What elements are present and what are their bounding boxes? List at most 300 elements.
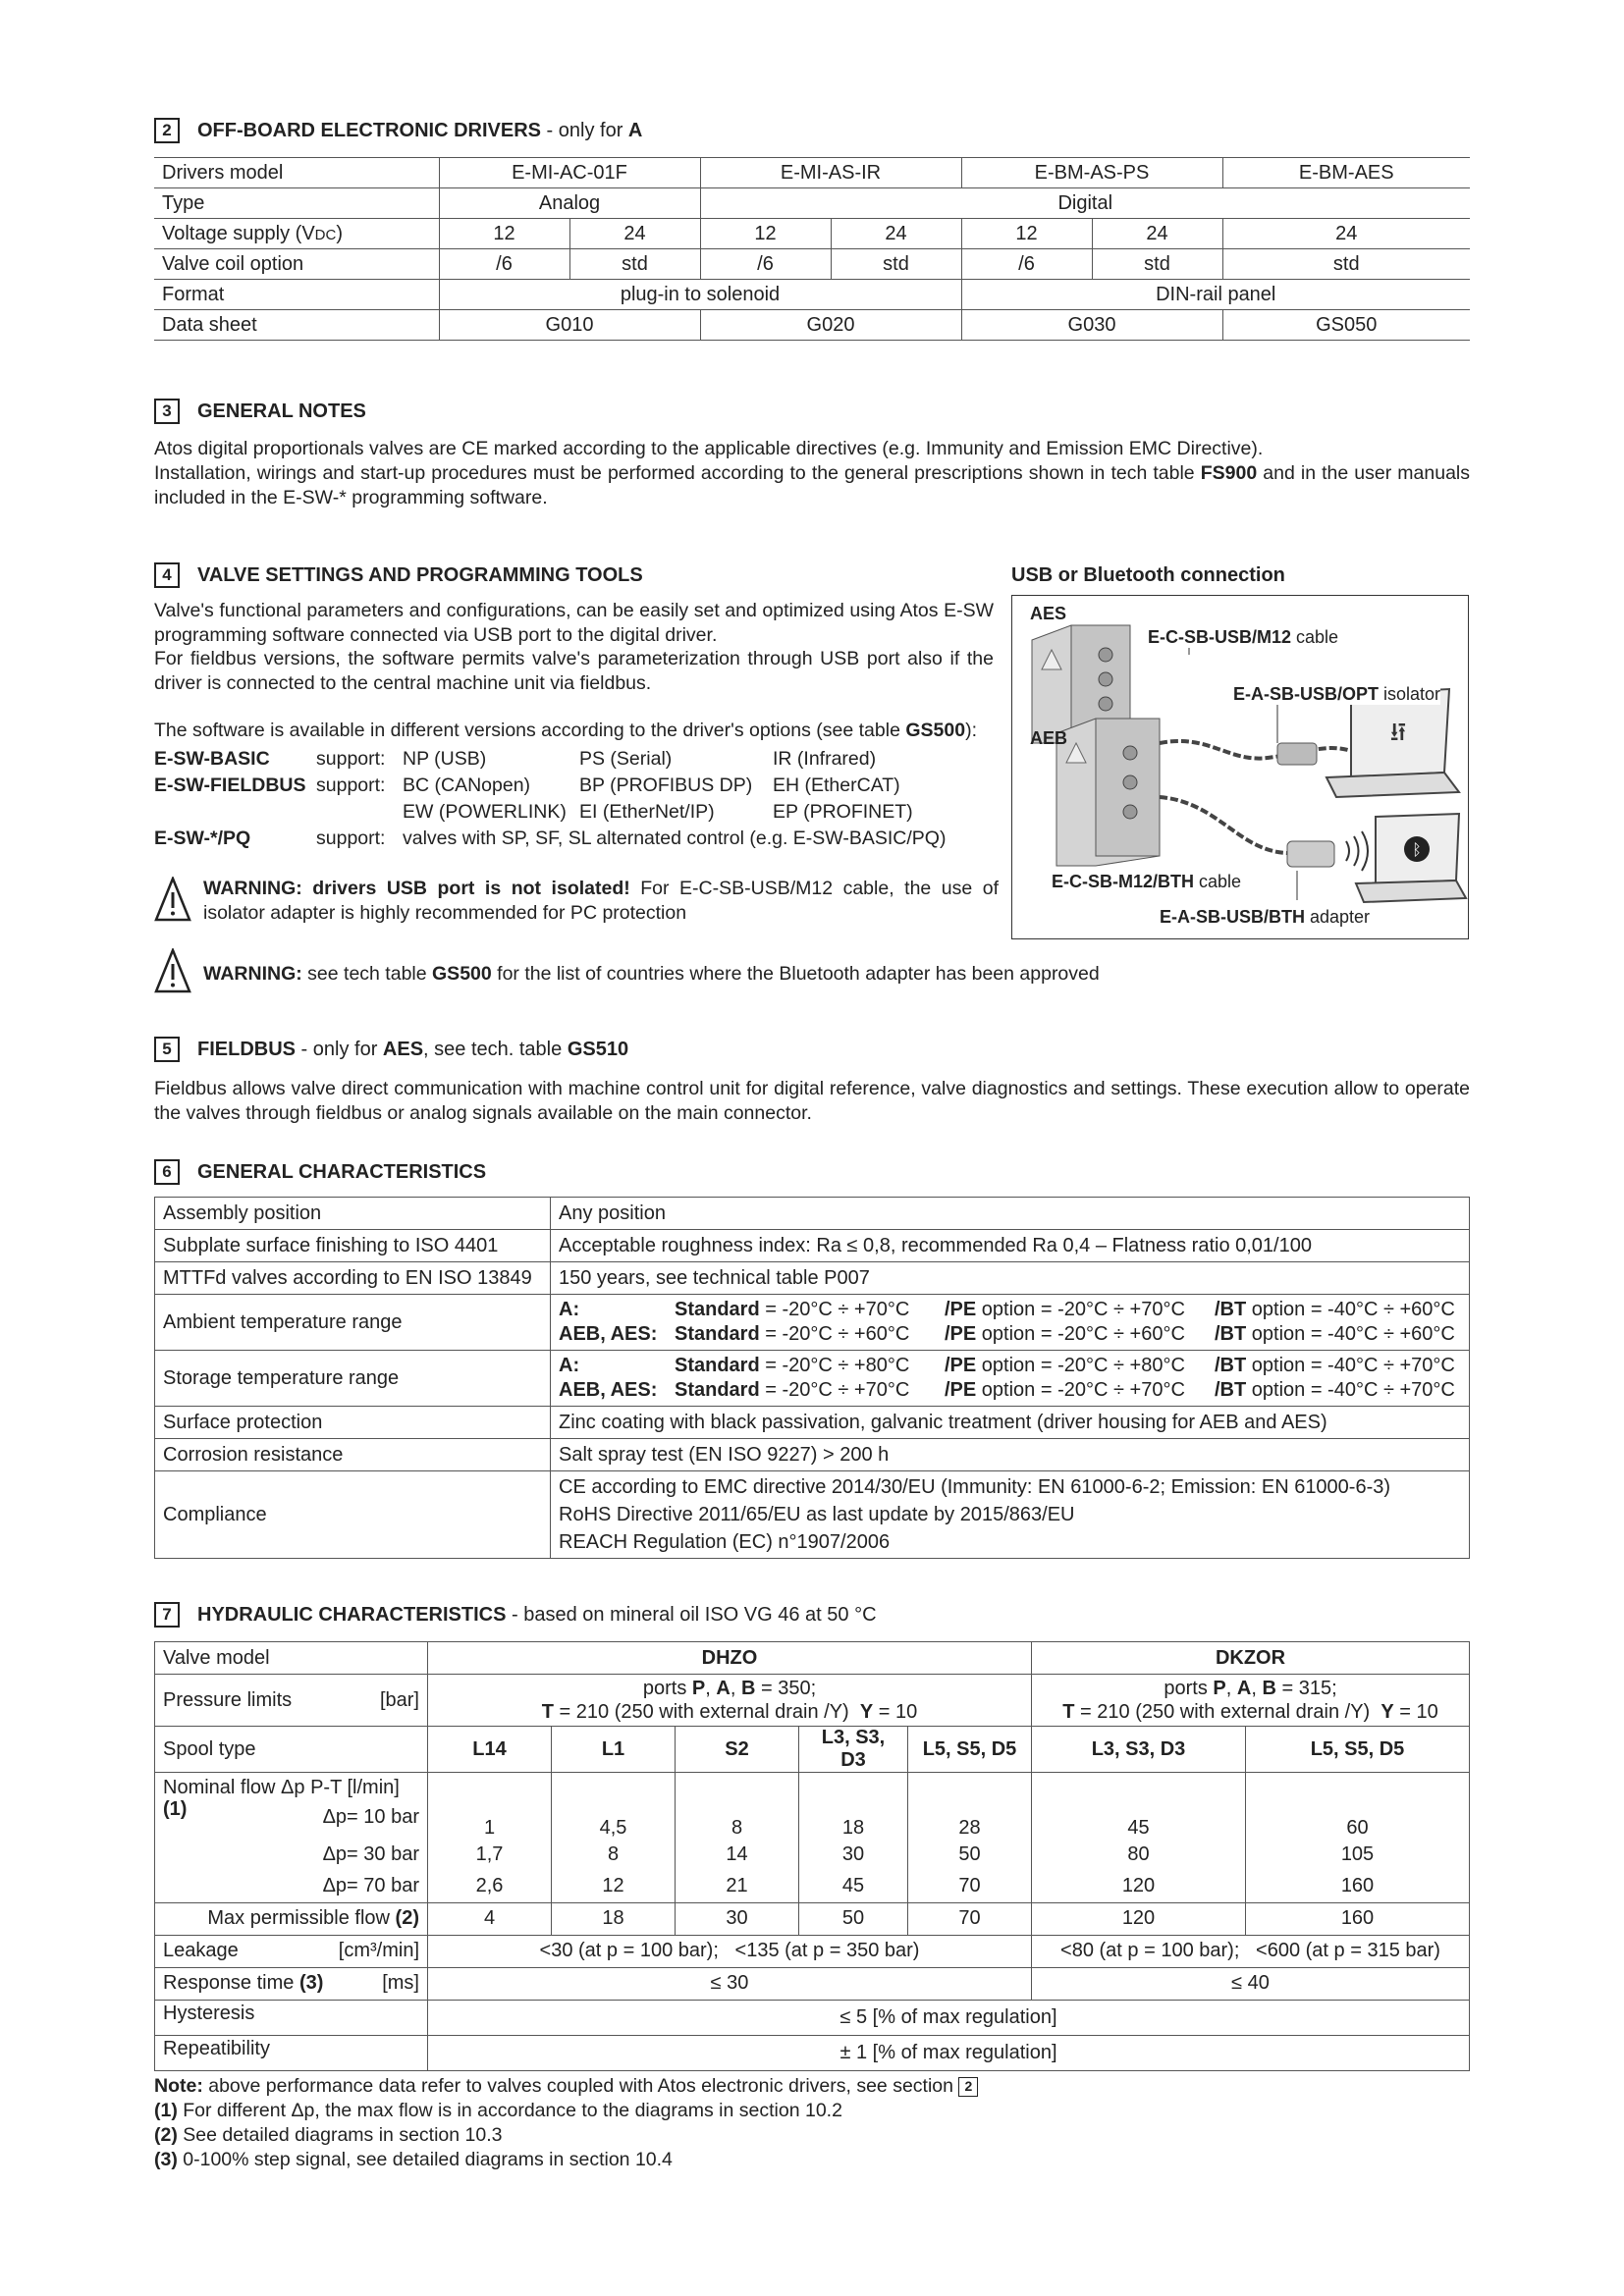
temp-row bbox=[559, 1354, 1461, 1378]
pressure-line bbox=[428, 1700, 1031, 1724]
software-name bbox=[154, 799, 316, 826]
coil-cell: /6 bbox=[961, 249, 1092, 280]
voltage-cell: 24 bbox=[569, 219, 700, 249]
text-bold: A bbox=[716, 1678, 731, 1699]
label-bold: E-C-SB-M12/BTH bbox=[1052, 872, 1195, 891]
text-bold: T bbox=[1062, 1701, 1075, 1723]
note-line bbox=[154, 2148, 978, 2172]
spool-cell: L5, S5, D5 bbox=[1246, 1727, 1470, 1773]
label-bold: E-A-SB-USB/BTH bbox=[1160, 907, 1305, 927]
row-label: Spool type bbox=[155, 1727, 428, 1773]
voltage-cell: 12 bbox=[700, 219, 831, 249]
protocol: BC (CANopen) bbox=[403, 774, 531, 796]
section-number: 4 bbox=[154, 562, 180, 588]
hysteresis-value: ≤ 5 [% of max regulation] bbox=[428, 2000, 1470, 2035]
driver-model: E-MI-AS-IR bbox=[700, 158, 961, 188]
warning-body: see tech table bbox=[301, 963, 433, 985]
maxflow-cell: 120 bbox=[1032, 1902, 1246, 1935]
section-2-header bbox=[154, 118, 642, 143]
text-part: For different Δp, the max flow is in accordance to the diagrams in section 10.2 bbox=[177, 2100, 842, 2121]
protocol: EH (EtherCAT) bbox=[773, 774, 900, 796]
coil-cell: std bbox=[1092, 249, 1222, 280]
flow-cell: 30 bbox=[799, 1840, 908, 1871]
svg-text:ᛒ: ᛒ bbox=[1412, 840, 1422, 859]
pressure-line bbox=[1032, 1700, 1469, 1724]
software-name: E-SW-BASIC bbox=[154, 748, 270, 770]
flow-cell: 1,7 bbox=[428, 1840, 552, 1871]
leakage-dhzo: <30 (at p = 100 bar); <135 (at p = 350 bar) bbox=[428, 1935, 1032, 1967]
laptop-1-drawing bbox=[1326, 689, 1459, 797]
note-line bbox=[154, 2099, 978, 2123]
flow-cell: 120 bbox=[1032, 1871, 1246, 1903]
general-notes-line2 bbox=[154, 461, 1470, 510]
software-support bbox=[316, 799, 403, 826]
table-row bbox=[155, 2000, 1470, 2035]
text-part: option = -20°C ÷ +70°C bbox=[976, 1299, 1185, 1320]
warning-bold: WARNING: bbox=[203, 963, 302, 985]
table-row bbox=[155, 1262, 1470, 1295]
warning-icon bbox=[154, 948, 191, 993]
row-label: Surface protection bbox=[155, 1407, 551, 1439]
table-row bbox=[154, 249, 1470, 280]
table-row bbox=[155, 1902, 1470, 1935]
row-label: Type bbox=[154, 188, 439, 219]
flow-cell: 50 bbox=[908, 1840, 1032, 1871]
driver-model: E-BM-AES bbox=[1222, 158, 1470, 188]
pressure-line bbox=[1032, 1677, 1469, 1700]
temp-bt bbox=[1215, 1322, 1461, 1347]
text-bold: A bbox=[1236, 1678, 1252, 1699]
hydraulic-table bbox=[154, 1641, 1470, 2071]
aeb-label: AEB bbox=[1030, 728, 1068, 748]
flow-cell: 4,5 bbox=[552, 1773, 676, 1840]
table-row bbox=[155, 1840, 1470, 1871]
table-row bbox=[155, 2035, 1470, 2070]
row-value: Acceptable roughness index: Ra ≤ 0,8, recommended Ra 0,4 – Flatness ratio 0,01/100 bbox=[551, 1230, 1470, 1262]
note-line bbox=[154, 2074, 978, 2099]
text-bold: /PE bbox=[945, 1379, 977, 1401]
maxflow-cell: 50 bbox=[799, 1902, 908, 1935]
coil-cell: std bbox=[569, 249, 700, 280]
flow-cell: 2,6 bbox=[428, 1871, 552, 1903]
protocol: IR (Infrared) bbox=[773, 748, 877, 770]
isolator-label bbox=[1233, 684, 1440, 705]
text-part: = 10 bbox=[1393, 1701, 1438, 1723]
voltage-cell: 24 bbox=[831, 219, 961, 249]
text-part: option = -40°C ÷ +70°C bbox=[1246, 1355, 1455, 1376]
label-note: (3) bbox=[298, 1972, 324, 1994]
label-note: (1) bbox=[163, 1798, 188, 1820]
section-number: 3 bbox=[154, 399, 180, 424]
label-text: cable bbox=[1291, 627, 1339, 647]
text-part: option = -20°C ÷ +80°C bbox=[976, 1355, 1185, 1376]
datasheet-cell: GS050 bbox=[1222, 310, 1470, 341]
flow-cell: 8 bbox=[552, 1840, 676, 1871]
row-label: Storage temperature range bbox=[155, 1351, 551, 1407]
text-part: = -20°C ÷ +70°C bbox=[759, 1299, 910, 1320]
text-part: = 350; bbox=[755, 1678, 817, 1699]
temp-standard bbox=[675, 1298, 945, 1322]
label-bold: E-C-SB-USB/M12 bbox=[1148, 627, 1292, 647]
text-part: 0-100% step signal, see detailed diagrams in section 10.4 bbox=[177, 2149, 673, 2170]
repeatibility-value: ± 1 [% of max regulation] bbox=[428, 2035, 1470, 2070]
label-note: (2) bbox=[395, 1907, 419, 1929]
text-part: ports bbox=[1164, 1678, 1214, 1699]
row-label: Valve model bbox=[155, 1642, 428, 1675]
text-part: Installation, wirings and start-up procedures must be performed according to the general prescriptions shown in tech table bbox=[154, 462, 1201, 484]
note-line bbox=[154, 2123, 978, 2148]
software-name: E-SW-FIELDBUS bbox=[154, 774, 306, 796]
text-part: ports bbox=[642, 1678, 692, 1699]
cable1-label bbox=[1148, 627, 1338, 648]
voltage-cell: 24 bbox=[1092, 219, 1222, 249]
text-bold: P bbox=[1213, 1678, 1226, 1699]
row-label bbox=[155, 1773, 428, 1840]
maxflow-cell: 30 bbox=[676, 1902, 799, 1935]
software-list bbox=[154, 746, 946, 852]
text-part: = 10 bbox=[873, 1701, 918, 1723]
protocol: NP (USB) bbox=[403, 748, 487, 770]
usb-cable-line bbox=[1160, 741, 1351, 759]
response-dkzor: ≤ 40 bbox=[1032, 1967, 1470, 2000]
maxflow-cell: 18 bbox=[552, 1902, 676, 1935]
label-text: Nominal flow Δp P-T [l/min] bbox=[163, 1777, 400, 1798]
label-text: cable bbox=[1194, 872, 1242, 891]
label-text: Max permissible flow bbox=[207, 1907, 396, 1929]
label-text: Pressure limits bbox=[163, 1688, 293, 1711]
temp-key: AEB, AES: bbox=[559, 1323, 658, 1345]
valve-model-dkzor: DKZOR bbox=[1032, 1642, 1470, 1675]
general-characteristics-table bbox=[154, 1197, 1470, 1559]
flow-cell: 18 bbox=[799, 1773, 908, 1840]
table-row bbox=[155, 1407, 1470, 1439]
adapter-label bbox=[1160, 907, 1370, 928]
section-3-header bbox=[154, 399, 366, 424]
text-bold: T bbox=[541, 1701, 554, 1723]
temp-standard bbox=[675, 1354, 945, 1378]
maxflow-cell: 160 bbox=[1246, 1902, 1470, 1935]
row-label: Data sheet bbox=[154, 310, 439, 341]
table-row bbox=[155, 1642, 1470, 1675]
diagram-title: USB or Bluetooth connection bbox=[1011, 564, 1285, 586]
table-row bbox=[155, 1727, 1470, 1773]
general-notes-line1: Atos digital proportionals valves are CE marked according to the applicable directives (e.g. Immunity and Emission EMC Directive). bbox=[154, 438, 1264, 459]
row-label: Subplate surface finishing to ISO 4401 bbox=[155, 1230, 551, 1262]
label-bold: E-A-SB-USB/OPT bbox=[1233, 684, 1379, 704]
flow-cell: 12 bbox=[552, 1871, 676, 1903]
section-6-header bbox=[154, 1159, 486, 1185]
row-label: Valve coil option bbox=[154, 249, 439, 280]
settings-paragraph-3 bbox=[154, 719, 999, 743]
text-bold: /PE bbox=[945, 1323, 977, 1345]
pressure-dhzo bbox=[428, 1675, 1032, 1727]
protocol: EP (PROFINET) bbox=[773, 801, 913, 823]
flow-cell: 28 bbox=[908, 1773, 1032, 1840]
datasheet-cell: G010 bbox=[439, 310, 700, 341]
text-part: = 210 (250 with external drain /Y) bbox=[1074, 1701, 1381, 1723]
valve-model-dhzo: DHZO bbox=[428, 1642, 1032, 1675]
text-bold: /BT bbox=[1215, 1379, 1247, 1401]
text-bold: Standard bbox=[675, 1299, 760, 1320]
software-row bbox=[154, 826, 946, 852]
row-label bbox=[154, 219, 439, 249]
text-part: option = -20°C ÷ +70°C bbox=[976, 1379, 1185, 1401]
protocol: BP (PROFIBUS DP) bbox=[579, 774, 753, 796]
spool-cell: L3, S3, D3 bbox=[799, 1727, 908, 1773]
text-bold: P bbox=[691, 1678, 706, 1699]
temp-pe bbox=[945, 1298, 1215, 1322]
text-bold: /BT bbox=[1215, 1299, 1247, 1320]
text-bold: Standard bbox=[675, 1323, 760, 1345]
text-part: , bbox=[1251, 1678, 1263, 1699]
row-value bbox=[551, 1351, 1470, 1407]
table-row bbox=[154, 158, 1470, 188]
section-7-header bbox=[154, 1602, 877, 1628]
flow-cell: 45 bbox=[799, 1871, 908, 1903]
pressure-dkzor bbox=[1032, 1675, 1470, 1727]
software-desc: valves with SP, SF, SL alternated control (e.g. E-SW-BASIC/PQ) bbox=[403, 828, 947, 849]
datasheet-cell: G030 bbox=[961, 310, 1222, 341]
coil-cell: std bbox=[1222, 249, 1470, 280]
text-part: - only for bbox=[296, 1038, 383, 1060]
protocol: PS (Serial) bbox=[579, 748, 673, 770]
text-part: The software is available in different versions according to the driver's options (see table bbox=[154, 720, 906, 741]
warning-body: for the list of countries where the Bluetooth adapter has been approved bbox=[491, 963, 1100, 985]
protocol: EI (EtherNet/IP) bbox=[579, 801, 715, 823]
table-row bbox=[155, 1675, 1470, 1727]
software-support: support: bbox=[316, 774, 386, 796]
row-label bbox=[155, 1902, 428, 1935]
label-text: Response time bbox=[163, 1972, 299, 1994]
text-part: See detailed diagrams in section 10.3 bbox=[177, 2124, 503, 2146]
section-4-header bbox=[154, 562, 643, 588]
text-part: ): bbox=[965, 720, 977, 741]
row-value: Salt spray test (EN ISO 9227) > 200 h bbox=[551, 1439, 1470, 1471]
temp-key: A: bbox=[559, 1355, 580, 1376]
label-text: adapter bbox=[1305, 907, 1371, 927]
table-row bbox=[155, 1967, 1470, 2000]
section-title: VALVE SETTINGS AND PROGRAMMING TOOLS bbox=[197, 563, 643, 586]
warning-usb bbox=[154, 877, 999, 926]
drivers-table bbox=[154, 157, 1470, 341]
temp-row bbox=[559, 1378, 1461, 1403]
text-bold: (2) bbox=[154, 2124, 178, 2146]
maxflow-cell: 70 bbox=[908, 1902, 1032, 1935]
compliance-line: CE according to EMC directive 2014/30/EU (Immunity: EN 61000-6-2; Emission: EN 61000-6-3) bbox=[559, 1476, 1391, 1498]
temp-key: AEB, AES: bbox=[559, 1379, 658, 1401]
software-row bbox=[154, 773, 946, 799]
svg-text:⭿: ⭿ bbox=[1389, 719, 1407, 748]
warning-text bbox=[203, 877, 999, 926]
label-part: ) bbox=[336, 222, 343, 244]
connection-diagram bbox=[1011, 595, 1469, 939]
text-part: , bbox=[705, 1678, 717, 1699]
label-part: Voltage supply (V bbox=[162, 222, 315, 244]
flow-cell: 1 bbox=[428, 1773, 552, 1840]
cable2-label bbox=[1052, 872, 1241, 892]
compliance-line: RoHS Directive 2011/65/EU as last update by 2015/863/EU bbox=[559, 1504, 1075, 1525]
text-bold: /PE bbox=[945, 1355, 977, 1376]
table-row bbox=[155, 1773, 1470, 1840]
settings-paragraph-2: For fieldbus versions, the software permits valve's parameterization through USB port also if the driver is connected to the central machine unit via fieldbus. bbox=[154, 648, 994, 694]
row-label: MTTFd valves according to EN ISO 13849 bbox=[155, 1262, 551, 1295]
flow-cell: 8 bbox=[676, 1773, 799, 1840]
text-part: , see tech. table bbox=[423, 1038, 568, 1060]
section-title: GENERAL CHARACTERISTICS bbox=[197, 1160, 487, 1183]
section-number: 7 bbox=[154, 1602, 180, 1628]
temp-bt bbox=[1215, 1378, 1461, 1403]
section-title: GENERAL NOTES bbox=[197, 400, 366, 422]
text-part: = -20°C ÷ +60°C bbox=[759, 1323, 910, 1345]
maxflow-cell: 4 bbox=[428, 1902, 552, 1935]
warning-bold: WARNING: drivers USB port is not isolated! bbox=[203, 878, 630, 899]
text-bold: Standard bbox=[675, 1355, 760, 1376]
software-support: support: bbox=[316, 828, 386, 849]
temp-pe bbox=[945, 1322, 1215, 1347]
spool-cell: S2 bbox=[676, 1727, 799, 1773]
section-title: OFF-BOARD ELECTRONIC DRIVERS bbox=[197, 119, 541, 141]
row-value: Any position bbox=[551, 1198, 1470, 1230]
voltage-cell: 24 bbox=[1222, 219, 1470, 249]
flow-label: Δp= 70 bar bbox=[155, 1871, 428, 1903]
section-subtitle-bold: A bbox=[627, 119, 643, 141]
text-bold: AES bbox=[382, 1038, 424, 1060]
flow-cell: 105 bbox=[1246, 1840, 1470, 1871]
row-value bbox=[551, 1295, 1470, 1351]
pressure-line bbox=[428, 1677, 1031, 1700]
isolator-shape bbox=[1277, 743, 1317, 765]
row-label: Ambient temperature range bbox=[155, 1295, 551, 1351]
flow-cell: 60 bbox=[1246, 1773, 1470, 1840]
spool-cell: L3, S3, D3 bbox=[1032, 1727, 1246, 1773]
table-row bbox=[155, 1230, 1470, 1262]
leakage-dkzor: <80 (at p = 100 bar); <600 (at p = 315 bar) bbox=[1032, 1935, 1470, 1967]
flow-cell: 70 bbox=[908, 1871, 1032, 1903]
section-subtitle: - only for bbox=[541, 119, 628, 141]
software-name: E-SW-*/PQ bbox=[154, 828, 251, 849]
text-part: option = -40°C ÷ +60°C bbox=[1246, 1299, 1455, 1320]
datasheet-cell: G020 bbox=[700, 310, 961, 341]
driver-type: Digital bbox=[700, 188, 1470, 219]
coil-cell: /6 bbox=[700, 249, 831, 280]
temp-pe bbox=[945, 1354, 1215, 1378]
spool-cell: L1 bbox=[552, 1727, 676, 1773]
row-label bbox=[155, 1967, 428, 2000]
table-row bbox=[155, 1198, 1470, 1230]
text-bold: GS500 bbox=[905, 720, 966, 741]
temp-standard bbox=[675, 1378, 945, 1403]
text-part: above performance data refer to valves coupled with Atos electronic drivers, see section bbox=[202, 2075, 959, 2097]
text-part: option = -20°C ÷ +60°C bbox=[976, 1323, 1185, 1345]
label-text: isolator bbox=[1379, 684, 1441, 704]
section-number: 2 bbox=[154, 118, 180, 143]
text-bold: B bbox=[740, 1678, 756, 1699]
software-row bbox=[154, 799, 946, 826]
bt-adapter-shape bbox=[1287, 841, 1334, 867]
spool-cell: L5, S5, D5 bbox=[908, 1727, 1032, 1773]
section-subtitle: - based on mineral oil ISO VG 46 at 50 °C bbox=[506, 1603, 877, 1626]
table-row bbox=[155, 1935, 1470, 1967]
driver-model: E-MI-AC-01F bbox=[439, 158, 700, 188]
driver-type: Analog bbox=[439, 188, 700, 219]
table-row bbox=[154, 188, 1470, 219]
text-part: option = -40°C ÷ +70°C bbox=[1246, 1379, 1455, 1401]
flow-label: Δp= 30 bar bbox=[155, 1840, 428, 1871]
text-part: = 210 (250 with external drain /Y) bbox=[553, 1701, 860, 1723]
compliance-line: REACH Regulation (EC) n°1907/2006 bbox=[559, 1531, 891, 1553]
text-bold: (3) bbox=[154, 2149, 178, 2170]
label-unit: [cm³/min] bbox=[338, 1940, 419, 1961]
aes-label: AES bbox=[1030, 604, 1067, 623]
spool-cell: L14 bbox=[428, 1727, 552, 1773]
coil-cell: /6 bbox=[439, 249, 569, 280]
driver-model: E-BM-AS-PS bbox=[961, 158, 1222, 188]
flow-cell: 80 bbox=[1032, 1840, 1246, 1871]
row-label: Repeatibility bbox=[155, 2035, 428, 2070]
table-row bbox=[155, 1471, 1470, 1559]
warning-body: For E-C-SB-USB/M12 cable, the use of isolator adapter is highly recommended for PC protection bbox=[203, 878, 999, 924]
settings-paragraph-1: Valve's functional parameters and configurations, can be easily set and optimized using Atos E-SW programming software connected via USB port to the digital driver. bbox=[154, 600, 994, 646]
text-bold: Y bbox=[1380, 1701, 1394, 1723]
voltage-cell: 12 bbox=[961, 219, 1092, 249]
temp-pe bbox=[945, 1378, 1215, 1403]
table-row bbox=[154, 310, 1470, 341]
warning-icon bbox=[154, 877, 191, 922]
label-unit: [bar] bbox=[379, 1688, 419, 1711]
voltage-cell: 12 bbox=[439, 219, 569, 249]
row-value: Zinc coating with black passivation, galvanic treatment (driver housing for AEB and AES) bbox=[551, 1407, 1470, 1439]
temp-key: A: bbox=[559, 1299, 580, 1320]
row-label: Compliance bbox=[155, 1471, 551, 1559]
section-5-header bbox=[154, 1037, 628, 1062]
text-part: , bbox=[730, 1678, 741, 1699]
temp-row bbox=[559, 1322, 1461, 1347]
label-unit: [ms] bbox=[382, 1972, 419, 1994]
flow-cell: 160 bbox=[1246, 1871, 1470, 1903]
software-row bbox=[154, 746, 946, 773]
text-bold: /BT bbox=[1215, 1355, 1247, 1376]
flow-label: Δp= 10 bar bbox=[322, 1806, 419, 1828]
section-number: 6 bbox=[154, 1159, 180, 1185]
text-part: and in the user manuals included in the E-SW-* programming software. bbox=[154, 462, 1470, 508]
notes bbox=[154, 2074, 978, 2172]
aeb-driver-drawing bbox=[1056, 719, 1160, 866]
text-bold: Note: bbox=[154, 2075, 203, 2097]
text-bold: /PE bbox=[945, 1299, 977, 1320]
temp-bt bbox=[1215, 1354, 1461, 1378]
table-row bbox=[154, 219, 1470, 249]
row-value: 150 years, see technical table P007 bbox=[551, 1262, 1470, 1295]
protocol: EW (POWERLINK) bbox=[403, 801, 567, 823]
warning-bold: GS500 bbox=[432, 963, 492, 985]
text-bold: B bbox=[1262, 1678, 1276, 1699]
row-label: Assembly position bbox=[155, 1198, 551, 1230]
text-part: = 315; bbox=[1275, 1678, 1337, 1699]
table-row bbox=[155, 1871, 1470, 1903]
row-label bbox=[155, 1935, 428, 1967]
flow-cell: 21 bbox=[676, 1871, 799, 1903]
format-cell: DIN-rail panel bbox=[961, 280, 1470, 310]
text-bold: Y bbox=[859, 1701, 874, 1723]
text-bold: FS900 bbox=[1200, 462, 1258, 484]
table-row bbox=[155, 1295, 1470, 1351]
table-row bbox=[155, 1351, 1470, 1407]
warning-text bbox=[203, 948, 1100, 987]
section-title: FIELDBUS bbox=[197, 1038, 296, 1060]
flow-cell: 14 bbox=[676, 1840, 799, 1871]
text-bold: GS510 bbox=[567, 1038, 629, 1060]
temp-standard bbox=[675, 1322, 945, 1347]
